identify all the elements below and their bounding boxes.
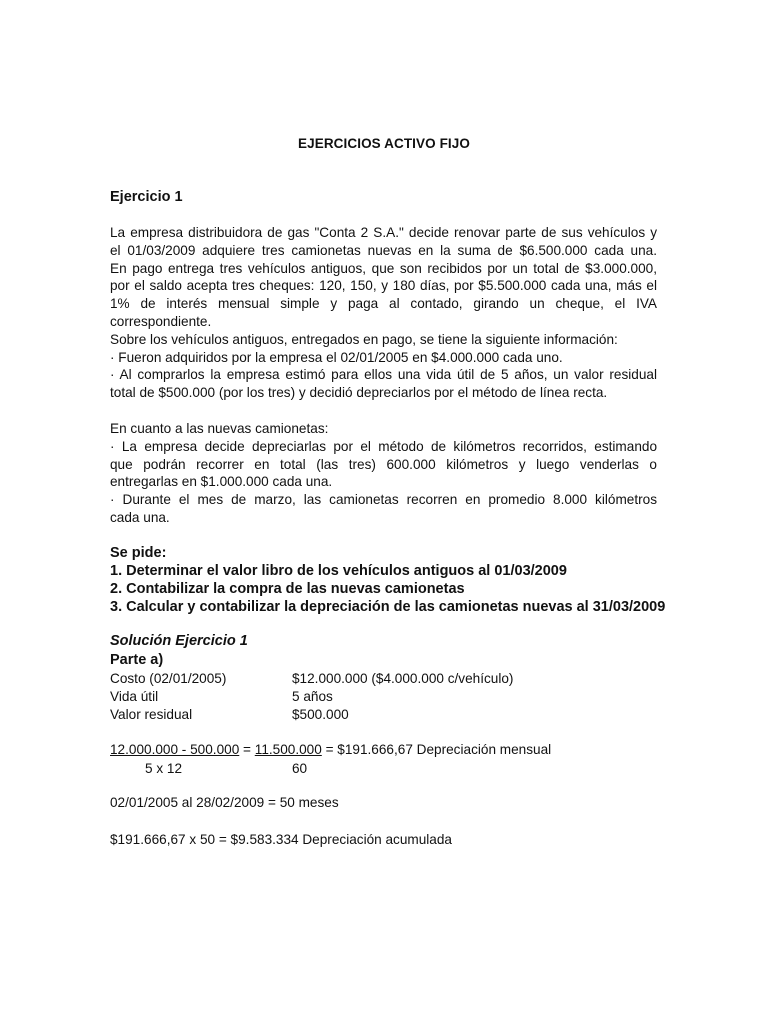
formula-denominator: 5 x 12 bbox=[145, 761, 183, 776]
depreciation-period: 02/01/2005 al 28/02/2009 = 50 meses bbox=[110, 795, 339, 810]
statement-line: · La empresa decide depreciarlas por el método de kilómetros recorridos, estimando bbox=[110, 438, 657, 454]
statement-line: cada una. bbox=[110, 509, 170, 525]
requirements-section bbox=[110, 544, 665, 616]
cost-label: Costo (02/01/2005) bbox=[110, 671, 227, 686]
formula-numerator-result: 11.500.000 bbox=[254, 742, 322, 757]
statement-line: · Al comprarlos la empresa estimó para ellos una vida útil de 5 años, un valor residual bbox=[110, 367, 657, 383]
statement-line: total de $500.000 (por los tres) y decidió depreciarlos por el método de línea recta. bbox=[110, 385, 608, 401]
solution-part-heading: Parte a) bbox=[110, 652, 164, 668]
requirement-item: 1. Determinar el valor libro de los vehículos antiguos al 01/03/2009 bbox=[110, 563, 567, 579]
residual-value-label: Valor residual bbox=[110, 707, 193, 722]
statement-line: el 01/03/2009 adquiere tres camionetas nuevas en la suma de $6.500.000 cada una. bbox=[110, 242, 657, 258]
residual-value-value: $500.000 bbox=[292, 707, 349, 722]
new-vans-paragraph bbox=[110, 420, 657, 527]
useful-life-label: Vida útil bbox=[110, 689, 159, 704]
cost-value: $12.000.000 ($4.000.000 c/vehículo) bbox=[292, 671, 514, 686]
requirement-item: 2. Contabilizar la compra de las nuevas camionetas bbox=[110, 581, 465, 597]
formula-denominator-result: 60 bbox=[292, 761, 308, 776]
statement-line: En cuanto a las nuevas camionetas: bbox=[110, 421, 329, 436]
statement-line: que podrán recorrer en total (las tres) 600.000 kilómetros y luego venderlas o bbox=[110, 456, 657, 472]
depreciation-formula bbox=[110, 742, 551, 757]
statement-line: · Durante el mes de marzo, las camionetas recorren en promedio 8.000 kilómetros bbox=[110, 492, 657, 508]
statement-line: La empresa distribuidora de gas "Conta 2 S.A." decide renovar parte de sus vehículos y bbox=[110, 225, 657, 240]
useful-life-value: 5 años bbox=[292, 689, 333, 704]
statement-line: · Fueron adquiridos por la empresa el 02/01/2005 en $4.000.000 cada uno. bbox=[110, 349, 563, 365]
formula-result: = $191.666,67 Depreciación mensual bbox=[321, 742, 552, 757]
statement-line: por el saldo acepta tres cheques: 120, 150, y 180 días, por $5.500.000 cada una, más el bbox=[110, 278, 657, 294]
requirements-heading: Se pide: bbox=[110, 545, 167, 561]
statement-line: correspondiente. bbox=[110, 313, 212, 329]
document-title: EJERCICIOS ACTIVO FIJO bbox=[298, 136, 470, 151]
statement-line: En pago entrega tres vehículos antiguos, que son recibidos por un total de $3.000.000, bbox=[110, 260, 657, 276]
statement-line: Sobre los vehículos antiguos, entregados en pago, se tiene la siguiente información: bbox=[110, 331, 618, 347]
exercise-heading: Ejercicio 1 bbox=[110, 189, 183, 205]
exercise-statement-paragraph bbox=[110, 224, 657, 402]
requirement-item: 3. Calcular y contabilizar la depreciación de las camionetas nuevas al 31/03/2009 bbox=[110, 599, 666, 615]
statement-line: entregarlas en $1.000.000 cada una. bbox=[110, 474, 333, 490]
solution-title: Solución Ejercicio 1 bbox=[110, 633, 248, 649]
accumulated-depreciation: $191.666,67 x 50 = $9.583.334 Depreciación acumulada bbox=[110, 832, 452, 847]
formula-equals: = bbox=[239, 742, 255, 757]
formula-numerator: 12.000.000 - 500.000 bbox=[110, 742, 240, 757]
statement-line: 1% de interés mensual simple y paga al contado, girando un cheque, el IVA bbox=[110, 296, 657, 312]
